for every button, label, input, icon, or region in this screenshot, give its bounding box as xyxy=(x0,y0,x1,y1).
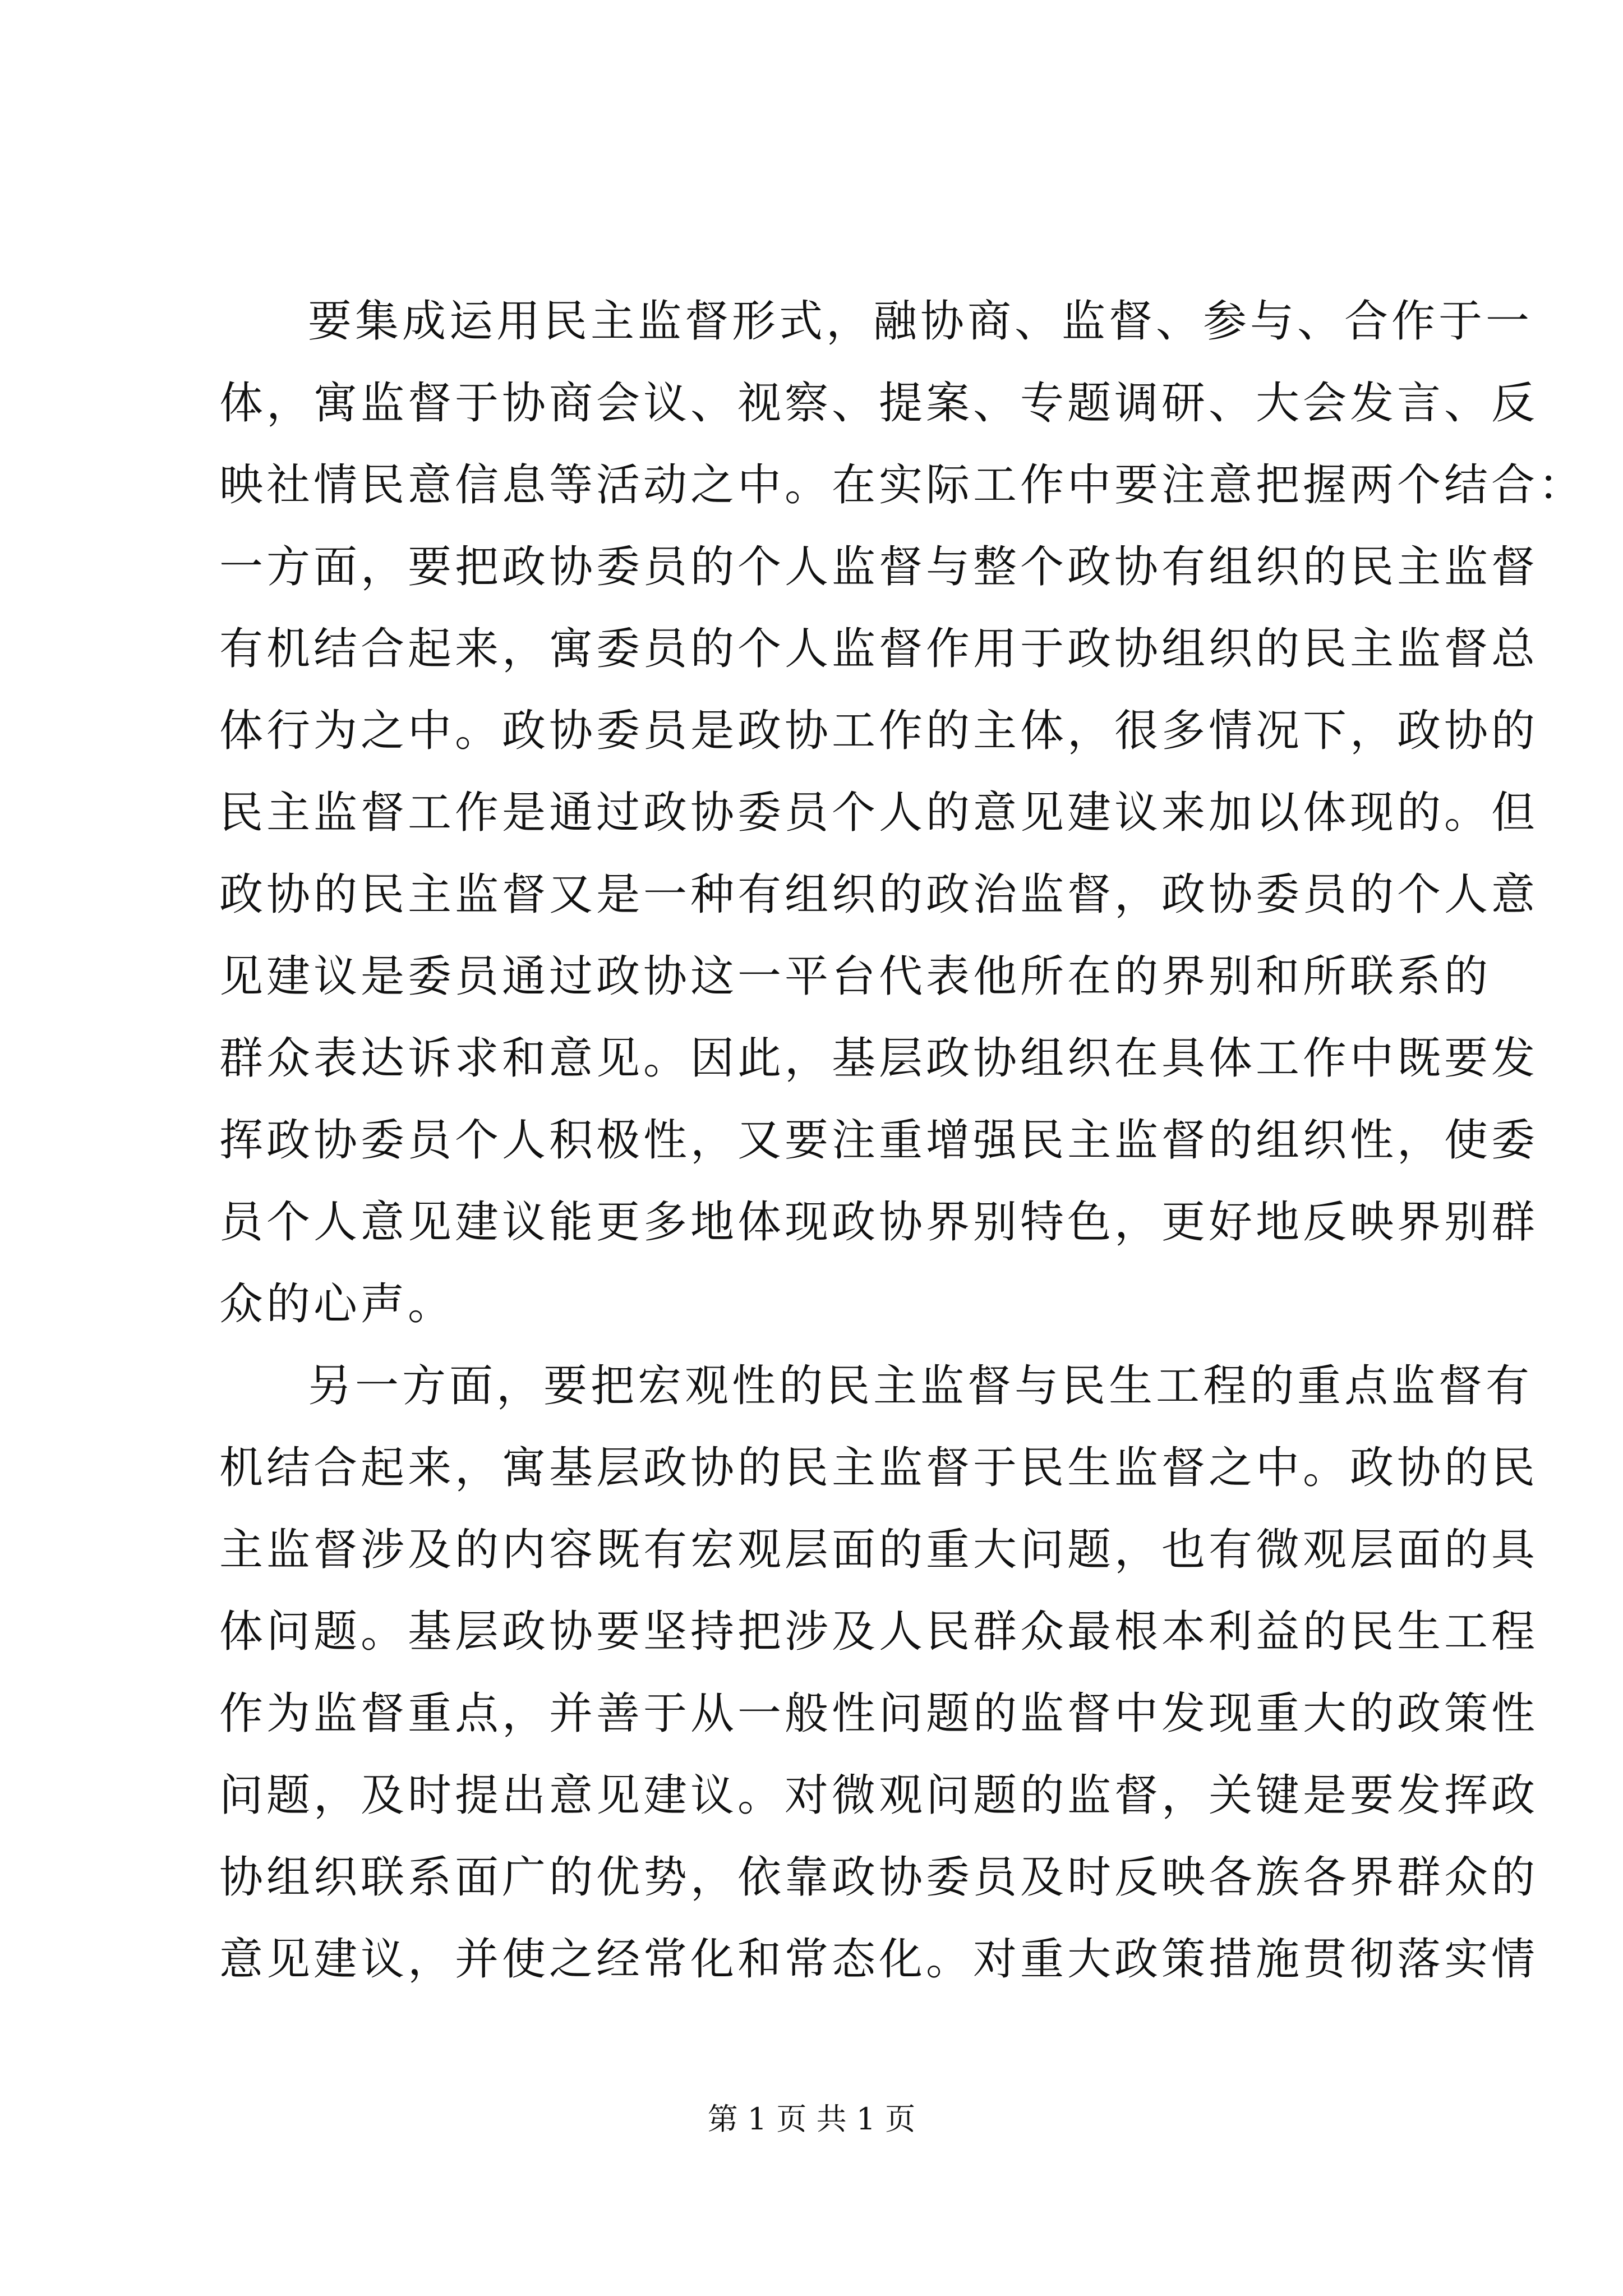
text-line: 协组织联系面广的优势，依靠政协委员及时反映各族各界群众的 xyxy=(219,1852,1539,1903)
text-line: 另一方面，要把宏观性的民主监督与民生工程的重点监督有 xyxy=(308,1361,1533,1411)
text-line: 要集成运用民主监督形式，融协商、监督、参与、合作于一 xyxy=(308,296,1533,347)
text-line: 员个人意见建议能更多地体现政协界别特色，更好地反映界别群 xyxy=(219,1197,1539,1248)
text-line: 体，寓监督于协商会议、视察、提案、专题调研、大会发言、反 xyxy=(219,378,1539,429)
text-line: 映社情民意信息等活动之中。在实际工作中要注意把握两个结合： xyxy=(219,460,1586,510)
body-text xyxy=(219,280,1586,2000)
text-line: 挥政协委员个人积极性，又要注重增强民主监督的组织性，使委 xyxy=(219,1115,1539,1166)
text-line: 作为监督重点，并善于从一般性问题的监督中发现重大的政策性 xyxy=(219,1688,1539,1739)
text-line: 意见建议，并使之经常化和常态化。对重大政策措施贯彻落实情 xyxy=(219,1934,1539,1985)
text-line: 问题，及时提出意见建议。对微观问题的监督，关键是要发挥政 xyxy=(219,1770,1539,1821)
text-line: 民主监督工作是通过政协委员个人的意见建议来加以体现的。但 xyxy=(219,788,1539,838)
text-line: 众的心声。 xyxy=(219,1279,455,1329)
text-line: 体行为之中。政协委员是政协工作的主体，很多情况下，政协的 xyxy=(219,706,1539,756)
text-line: 机结合起来，寓基层政协的民主监督于民生监督之中。政协的民 xyxy=(219,1443,1539,1493)
text-line: 体问题。基层政协要坚持把涉及人民群众最根本利益的民生工程 xyxy=(219,1607,1539,1657)
text-line: 主监督涉及的内容既有宏观层面的重大问题，也有微观层面的具 xyxy=(219,1525,1539,1575)
text-line: 一方面，要把政协委员的个人监督与整个政协有组织的民主监督 xyxy=(219,542,1539,592)
text-line: 政协的民主监督又是一种有组织的政治监督，政协委员的个人意 xyxy=(219,869,1539,920)
text-line: 有机结合起来，寓委员的个人监督作用于政协组织的民主监督总 xyxy=(219,624,1539,674)
text-line: 见建议是委员通过政协这一平台代表他所在的界别和所联系的 xyxy=(219,951,1492,1002)
text-line: 群众表达诉求和意见。因此，基层政协组织在具体工作中既要发 xyxy=(219,1033,1539,1084)
page-footer: 第 1 页 共 1 页 xyxy=(707,2101,916,2137)
